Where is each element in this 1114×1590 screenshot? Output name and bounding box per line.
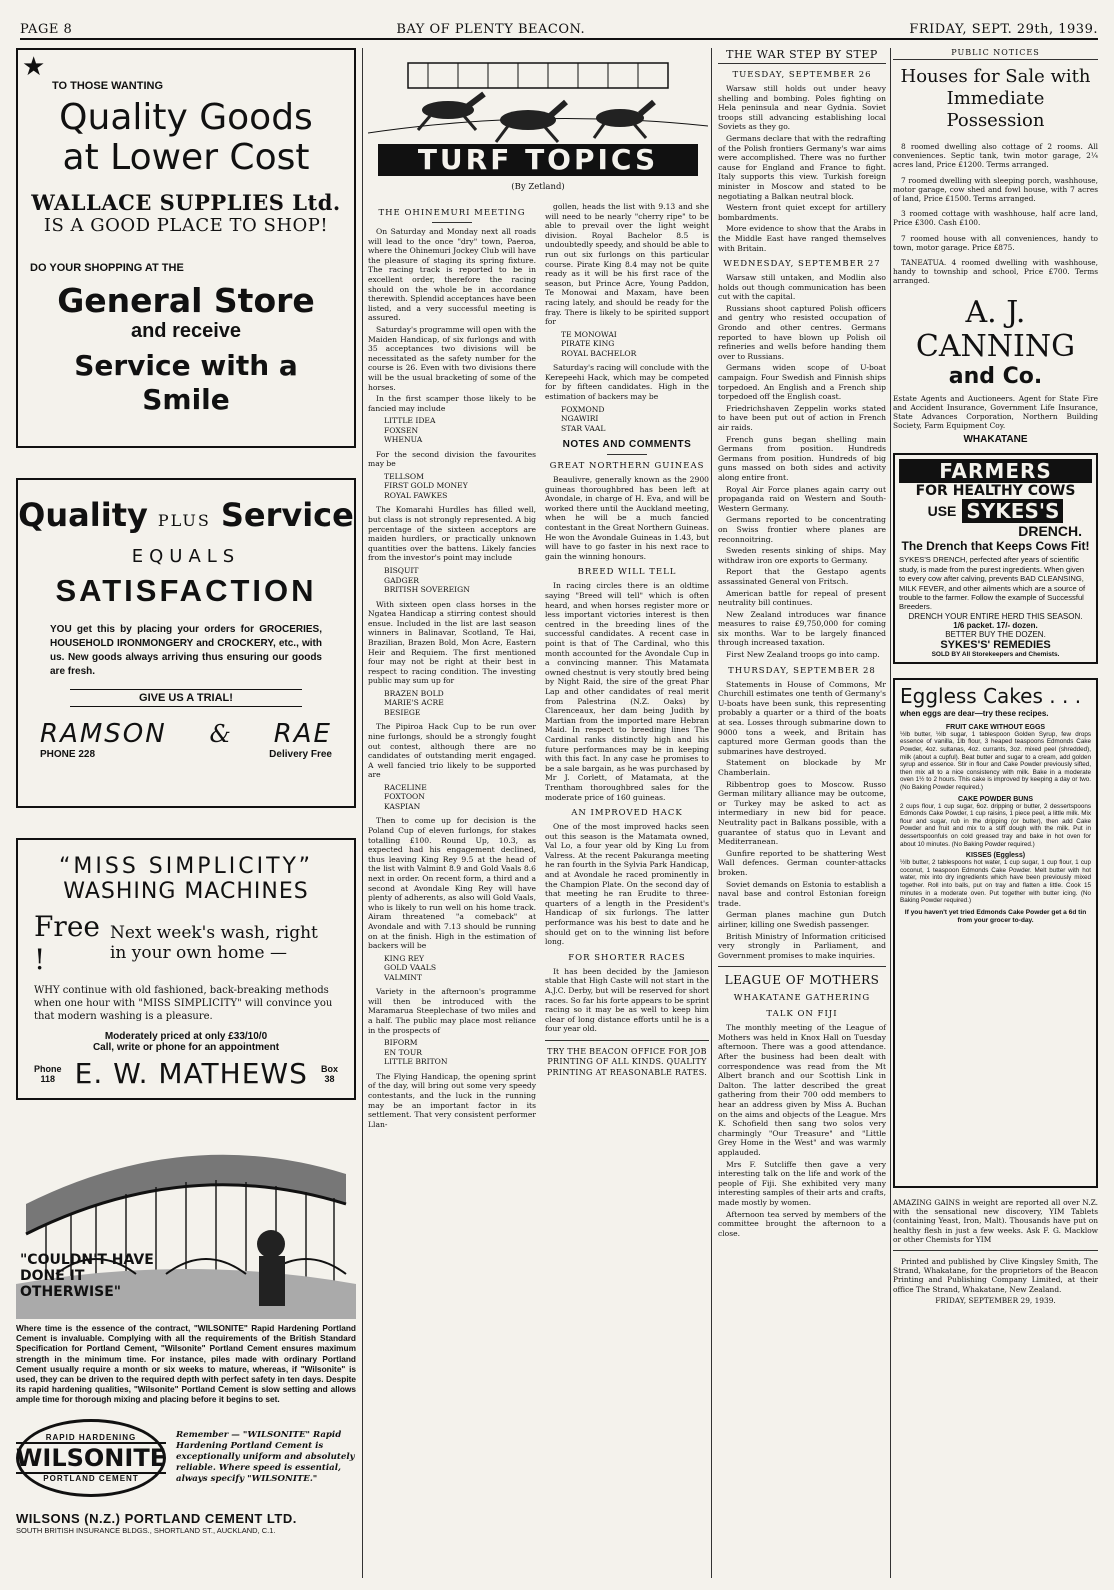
byline: (By Zetland) <box>511 182 565 192</box>
horse-name: BESIEGE <box>384 707 421 717</box>
column-rule <box>362 48 363 1578</box>
wilsonite-ad <box>16 1134 356 1574</box>
ad-text: Next week's wash, right in your own home — <box>109 923 318 963</box>
horse-name: BRAZEN BOLD <box>384 688 444 698</box>
masthead <box>20 22 1098 40</box>
article-heading: THE OHINEMURI MEETING <box>378 208 526 218</box>
article-paragraph: First New Zealand troops go into camp. <box>726 650 880 660</box>
ad-headline: WASHING MACHINES <box>63 879 309 904</box>
ad-text: Delivery Free <box>269 749 332 760</box>
article-paragraph: More evidence to show that the Arabs in the Middle East have ranged themselves with Britain. <box>718 224 886 253</box>
ad-kicker: TO THOSE WANTING <box>52 80 164 92</box>
article-paragraph: French guns began shelling main Germans from position. Hundreds Germans from position. Hundreds of big guns massed on both sides and activity along entire front. <box>718 434 886 482</box>
horse-name: FOXMOND <box>561 404 605 414</box>
ad-headline: SATISFACTION <box>55 573 317 608</box>
article-heading: BREED WILL TELL <box>577 567 677 578</box>
horse-name: PIRATE KING <box>561 339 615 349</box>
horse-name: ROYAL FAWKES <box>384 490 448 500</box>
page-number: PAGE 8 <box>20 22 73 37</box>
box-number: 38 <box>324 1073 335 1084</box>
article-paragraph: Warsaw still holds out under heavy shelling and bombing. Poles fighting on Hela peninsula and near Gydnia. Soviet troops still advancing establishing local Soviets as they go. <box>718 84 886 132</box>
article-paragraph: Beaulivre, generally known as the 2900 guineas thoroughbred has been left at Avondale, in charge of H. Eva, and will be worked there until the Auckland meeting, when he will be a much fancied contestant in the Great Northern Guineas. He won the Avondale Guineas in 1.43, but will have to go faster in his next race to gain the winning honours. <box>545 475 709 561</box>
war-column <box>716 48 888 1578</box>
article-paragraph: The Pipiroa Hack Cup to be run over nine furlongs, should be a strongly fought out contest, although there are no candidates of outstanding merit engaged. A well fancied trio likely to be supported are <box>368 722 536 780</box>
ad-body: SYKES'S DRENCH, perfected after years of scientific study, is made from the purest ingredients. When given to every cow after calving, prevents BAD CLEANSING, MILK FEVER, and other ailments which are a source of trouble to the farmer. Follow the example of Successful Breeders. <box>899 555 1086 612</box>
brand-name: SYKES'S <box>962 499 1063 523</box>
ad-headline: General Store <box>57 281 315 320</box>
article-paragraph: Ribbentrop goes to Moscow. Russo German military alliance may be outcome, or Turkey may be asked to act as intermediary in new bid for peace. Neutrality pact in Balkans possible, with a guarantee of status quo in Levant and Mediterranean. <box>718 779 886 847</box>
horse-list <box>384 954 536 983</box>
horse-name: LITTLE BRITON <box>384 1057 448 1067</box>
ad-headline: Quality <box>18 496 148 534</box>
article-paragraph: Statements in House of Commons, Mr Churchill estimates one tenth of Germany's U-boats have been sunk, this representing probably a quarter or a third of the boats at sea. Losses through submarine down to 9000 tons a week, and Britain has captured more German goods than the submarines have destroyed. <box>718 679 886 756</box>
ad-text: DRENCH YOUR ENTIRE HERD THIS SEASON. <box>908 611 1083 621</box>
horse-list <box>384 1038 536 1067</box>
horse-list <box>384 416 536 445</box>
ad-headline: Quality Goods <box>59 97 313 138</box>
ad-text: USE <box>927 503 957 520</box>
article-heading: WHAKATANE GATHERING <box>733 993 871 1004</box>
horse-name: VALMINT <box>384 972 422 982</box>
horse-name: STAR VAAL <box>561 423 606 433</box>
ad-kicker: DO YOUR SHOPPING AT THE <box>30 262 184 274</box>
article-heading: WEDNESDAY, SEPTEMBER 27 <box>723 259 881 270</box>
company-name: WALLACE SUPPLIES Ltd. <box>31 190 341 215</box>
horse-name: KASPIAN <box>384 801 421 811</box>
article-paragraph: Report that the Gestapo agents assassinated General von Fritsch. <box>718 567 886 586</box>
article-paragraph: Soviet demands on Estonia to establish a naval base and control Estonian foreign trade. <box>718 879 886 908</box>
article-paragraph: German planes machine gun Dutch airliner, killing one Swedish passenger. <box>718 910 886 929</box>
article-paragraph: Mrs F. Sutcliffe then gave a very interesting talk on the life and work of the people of Fiji. She exhibited very many interesting samples of their arts and crafts, made mostly by women. <box>718 1159 886 1207</box>
article-paragraph: Saturday's programme will open with the Maiden Handicap, of six furlongs and with 35 acceptances two divisions will be necessitated as the safety number for the course is 26. Even with two divisions there will be the usual bracketing of some of the horses. <box>368 324 536 392</box>
miss-simplicity-ad <box>16 838 356 1100</box>
edmonds-eggless-ad <box>893 678 1098 1188</box>
company-name: WILSONS (N.Z.) PORTLAND CEMENT LTD. <box>16 1510 297 1526</box>
horse-name: FIRST GOLD MONEY <box>384 481 468 491</box>
article-paragraph: Variety in the afternoon's programme will then be introduced with the Maramarua Steeplechase of two miles and a half. The public may place most reliance in the prospects of <box>368 987 536 1035</box>
horse-name: GADGER <box>384 575 419 585</box>
recipe-text: 2 cups flour, 1 cup sugar, 6oz. dripping or butter, 2 dessertspoons Edmonds Cake Powder, 1 cup raisins, 1 piece peel, a little milk. Mix flour and sugar, rub in the dripping (or butter), then add Cake Powder and fruit and mix to a stiff dough with the milk. Put in dessertspoonfuls on cold greased tray and bake in hot oven for about 10 minutes. (No Baking Powder required.) <box>900 802 1091 848</box>
section-heading: PUBLIC NOTICES <box>893 48 1098 60</box>
article-paragraph: Royal Air Force planes again carry out propaganda raid on Western and South-Western Germany. <box>718 484 886 513</box>
ad-headline: DRENCH. <box>1018 523 1082 540</box>
article-heading: TALK ON FIJI <box>766 1009 838 1020</box>
listing-text: 7 roomed dwelling with sleeping porch, washhouse, motor garage, cow shed and fowl house, with 7 acres of land, Price £1500. Terms arranged. <box>893 175 1098 204</box>
horse-name: GOLD VAALS <box>384 963 437 973</box>
ad-caption: "COULDN'T HAVE DONE IT OTHERWISE" <box>20 1252 154 1300</box>
horse-list <box>384 472 536 501</box>
ad-headline: Houses for Sale with Immediate Possession <box>900 66 1091 131</box>
section-banner: TURF TOPICS <box>417 143 659 176</box>
recipe-text: ½lb butter, ½lb sugar, 1 tablespoon Golden Syrup, few drops essence of vanilla, 1lb flour, 3 heaped teaspoons Edmonds Cake Powder, 4oz. sultanas, 4oz. currants, 3oz. mixed peel (shredded), milk (about a cupful). Beat butter and sugar to a cream, add golden syrup and essence. Stir in flour and Cake Powder previously sifted, then mix all to a nice consistency with milk. Bake in a moderate oven 1½ to 2 hours. This cake is improved by keeping a day or two. (No Baking Powder required.) <box>900 730 1091 792</box>
section-heading: NOTES AND COMMENTS <box>562 439 692 451</box>
listing-text: 8 roomed dwelling also cottage of 2 rooms. All conveniences. Septic tank, twin motor garage, 2¼ acres land, Price £1200. Terms arranged. <box>893 142 1098 170</box>
ad-headline: “MISS SIMPLICITY” <box>59 854 313 879</box>
ad-price: 1/6 packet. 17/- dozen. <box>953 620 1038 630</box>
ad-text: Call, write or phone for an appointment <box>92 1042 280 1053</box>
wallace-supplies-ad <box>16 48 356 448</box>
star-icon: ★ <box>22 52 46 82</box>
ad-text: SOLD BY All Storekeepers and Chemists. <box>931 650 1060 658</box>
horse-name: ROYAL BACHELOR <box>561 348 637 358</box>
article-paragraph: In the first scamper those likely to be fancied may include <box>368 394 536 413</box>
left-ads-column <box>16 48 356 1578</box>
ad-callout: GIVE US A TRIAL! <box>70 689 302 707</box>
yim-tablets-ad: AMAZING GAINS in weight are reported all over N.Z. with the sensational new discovery, YIM Tablets (containing Yeast, Iron, Malt). Thousands have put on healthy flesh in just a few weeks. Ask F. G. Macklow or other Chemists for YIM <box>893 1197 1098 1244</box>
ad-headline: PLUS <box>157 511 211 530</box>
ad-headline: Service with a Smile <box>74 349 298 416</box>
horse-list <box>384 689 536 718</box>
ad-headline: FOR HEALTHY COWS <box>915 483 1076 500</box>
sykes-drench-ad <box>893 453 1098 663</box>
listing-text: TANEATUA. 4 roomed dwelling with washhouse, handy to township and school, Price £700. Terms arranged. <box>893 258 1098 286</box>
ad-headline: at Lower Cost <box>62 137 310 178</box>
article-paragraph: The Flying Handicap, the opening sprint of the day, will bring out some very speedy contestants, and the luck in the running may be an important factor in its settlement. That very consistent performer Llan- <box>368 1071 536 1129</box>
company-name: E. W. MATHEWS <box>74 1057 308 1090</box>
listing-text: 7 roomed house with all conveniences, handy to town, motor garage. Price £875. <box>893 233 1098 252</box>
company-name: RAE <box>273 719 332 749</box>
article-paragraph: The monthly meeting of the League of Mothers was held in Knox Hall on Tuesday afternoon. There was a good attendance. After the business had been dealt with correspondence was read from the Mt Albert branch and our Scottish Link in Dalton. The latter described the great gathering from their 700 odd members to hear an address given by Miss A. Buchan on the aims and objects of the League. Mrs K. Schofield then sang two solos very charmingly "Our Treasure" and "Little Grey Home in the West" and was warmly applauded. <box>718 1023 886 1157</box>
article-paragraph: Germans reported to be concentrating on Swiss frontier where planes are reconnoitring. <box>718 515 886 544</box>
ad-location: WHAKATANE <box>963 434 1028 446</box>
company-name: & <box>209 720 231 748</box>
recipe-title: KISSES (Eggless) <box>965 852 1026 860</box>
paper-title: BAY OF PLENTY BEACON. <box>396 22 586 37</box>
article-title: LEAGUE OF MOTHERS <box>724 973 880 988</box>
article-paragraph: New Zealand introduces war finance measures to raise £9,750,000 for coming six months. War to be largely financed through increased taxation. <box>718 609 886 648</box>
article-paragraph: American battle for repeal of present neutrality bill continues. <box>718 588 886 608</box>
horse-name: TELLSOM <box>384 471 424 481</box>
ad-headline: Eggless Cakes . . . <box>900 683 1082 708</box>
turf-column-1 <box>368 202 540 1578</box>
ad-headline: FARMERS <box>899 459 1092 483</box>
column-rule <box>890 48 891 1578</box>
horse-list <box>384 783 536 812</box>
horse-name: EN TOUR <box>384 1047 423 1057</box>
horse-name: KING REY <box>384 953 425 963</box>
company-name: RAMSON <box>40 719 167 749</box>
imprint-date: FRIDAY, SEPTEMBER 29, 1939. <box>935 1295 1056 1305</box>
seal-text: PORTLAND CEMENT <box>43 1473 139 1483</box>
article-paragraph: gollen, heads the list with 9.13 and she will need to be nearly "cherry ripe" to be able to prevail over the light weight division. Royal Bachelor 8.5 is undoubtedly speedy, and should be able to run out six furlongs on this particular course. Pirate King 8.4 may not be quite ready as it will be his first race of the season, but Prince Acre, Young Paddon, Te Monowai and Maxam, have been racing lately, and should be ready for the fray. There is likely to be spirited support for <box>545 202 709 327</box>
ad-body: Where time is the essence of the contract, "WILSONITE" Rapid Hardening Portland Cement is invaluable. Complying with all the requirements of the British Standard Specification for Portland Cement, "Wilsonite" Portland Cement ensures maximum strength in the minimum time. For instance, piles made with ordinary Portland Cement usually require a month or six weeks to mature, whereas, if "Wilsonite" is used, they can be driven to the required depth with perfect safety in ten days. Despite its rapid hardening qualities, "Wilsonite" Portland Cement is slow setting and allows ample time for thorough mixing and placing before it begins to set. <box>16 1323 356 1405</box>
ad-text: BETTER BUY THE DOZEN. <box>945 629 1046 639</box>
company-name: A. J. CANNING <box>915 294 1076 364</box>
ad-tagline: IS A GOOD PLACE TO SHOP! <box>43 215 329 236</box>
article-paragraph: For the second division the favourites may be <box>368 449 536 469</box>
right-column <box>893 48 1098 1578</box>
company-address: SOUTH BRITISH INSURANCE BLDGS., SHORTLAND ST., AUCKLAND, C.1. <box>16 1525 276 1535</box>
article-paragraph: It has been decided by the Jamieson stable that High Caste will not start in the A.J.C. Derby, but will be reserved for short races. So far his forte appears to be sprint racing so it may be as well to keep him clear of long distance efforts until he is a four year old. <box>545 966 709 1034</box>
article-heading: FOR SHORTER RACES <box>568 952 686 963</box>
recipe-title: FRUIT CAKE WITHOUT EGGS <box>945 723 1046 731</box>
recipe-title: CAKE POWDER BUNS <box>957 795 1034 803</box>
issue-date: FRIDAY, SEPT. 29th, 1939. <box>909 22 1098 37</box>
horse-name: RACELINE <box>384 782 427 792</box>
article-paragraph: Warsaw still untaken, and Modlin also holds out though communication has been cut with the capital. <box>718 273 886 302</box>
listing-text: 3 roomed cottage with washhouse, half acre land, Price £300. Cash £100. <box>893 209 1098 228</box>
article-paragraph: Sweden resents sinking of ships. May withdraw iron ore exports to Germany. <box>718 546 886 565</box>
article-heading: TUESDAY, SEPTEMBER 26 <box>732 70 872 80</box>
article-paragraph: On Saturday and Monday next all roads will lead to the once "dry" town, Paeroa, where the Ohinemuri Jockey Club will have the pleasure of staging its spring fixture. The racing track is reported to be in excellent order, therefore the racing should on the whole be in accordance therewith. Splendid acceptances have been listed, and a very successful meeting is assured. <box>368 227 536 323</box>
horse-list <box>561 330 709 359</box>
ad-headline: Free ! <box>34 910 100 976</box>
phone-number: 118 <box>40 1073 56 1084</box>
article-paragraph: Western front quiet except for artillery bombardments. <box>718 203 886 222</box>
ad-body: Estate Agents and Auctioneers. Agent for State Fire and Accident Insurance, Government Life Insurance, State Advances Corporation, Northern Building Society, Farm Equipment Coy. <box>893 393 1098 431</box>
article-paragraph: In racing circles there is an oldtime saying "Breed will tell" which is often heard, and when horses register more or less important victories interest is then centred in the breeding lines of the successful candidates. A recent case in point is that of The Cardinal, who this month accounted for the Avondale Cup in a convincing manner. This Matamata owned chestnut is very stoutly bred being by Night Raid, the sire of the great Phar Lap and other candidates of real merit from Palestrina (N.Z. Oaks) by Clarenceaux, her dam being Judith by Martian from the imported mare Hebran Maid. In respect to breeding lines The Cardinal ranks distinctly high and his future performances may be in keeping with this fact. In any case he promises to be a sale bargain, as he was purchased by Mr J. Corlett, of Matamata, at the Trentham thoroughbred sales for the moderate price of 160 guineas. <box>545 581 709 802</box>
horse-name: BISQUIT <box>384 566 419 576</box>
article-paragraph: British Ministry of Information criticised very strongly in Parliament, and Government promises to make inquiries. <box>718 931 886 960</box>
article-paragraph: Friedrichshaven Zeppelin works stated to have been put out of action in French air raids. <box>718 403 886 432</box>
ad-body: WHY continue with old fashioned, back-breaking methods when one hour with "MISS SIMPLICITY" will convince you that modern washing is a pleasure. <box>34 985 333 1022</box>
article-paragraph: Russians shoot captured Polish officers and gentry who resisted occupation of Grondo and other centres. Germans reported to have blown up Polish oil refineries and wells before handing them over to Russians. <box>718 303 886 361</box>
seal-text: WILSONITE <box>16 1443 167 1472</box>
recipe-text: ½lb butter, 2 tablespoons hot water, 1 cup sugar, 1 cup flour, 1 cup coconut, 1 teaspoon Edmonds Cake Powder. Melt butter with hot water, mix into dry ingredients which have been previously mixed together. Roll into balls, put on tray and flatten a little. Cook 15 minutes in a moderate oven. Put together with butter icing. (No Baking Powder required.) <box>900 859 1091 905</box>
horse-name: WHENUA <box>384 435 423 445</box>
ad-text: EQUALS <box>131 546 241 567</box>
article-paragraph: Statement on blockade by Mr Chamberlain. <box>718 758 886 777</box>
phone-number: PHONE 228 <box>40 749 96 760</box>
article-paragraph: Gunfire reported to be shattering West Wall defences. German counter-attacks broken. <box>718 848 886 877</box>
article-paragraph: Germans widen scope of U-boat campaign. Four Swedish and Finnish ships torpedoed. An English and a French ship torpedoed off the English coast. <box>718 363 886 402</box>
article-paragraph: Afternoon tea served by members of the committee brought the afternoon to a close. <box>718 1209 886 1238</box>
horse-list <box>384 566 536 595</box>
ad-headline: The Drench that Keeps Cows Fit! <box>901 539 1090 554</box>
column-rule <box>711 48 712 1578</box>
imprint: Printed and published by Clive Kingsley Smith, The Strand, Whakatane, for the proprietors of the Beacon Printing and Publishing Company Limited, at their office The Strand, Whakatane, New Zealand. <box>893 1256 1098 1294</box>
article-paragraph: With sixteen open class horses in the Ngatea Handicap a stirring contest should ensue. Included in the list are last season winners in Balinavar, Scotland, Te Hai, Brazilian, Brazen Bold, Mon Acre, Eastern Heir and Requiem. The first mentioned four may not be right at their best in respect to racing condition. The investing public may sum up for <box>368 599 536 686</box>
seal-text: RAPID HARDENING <box>45 1432 137 1442</box>
turf-topics-banner <box>368 48 708 198</box>
horse-name: MARIE'S ACRE <box>384 698 444 708</box>
horse-name: NGAWIRI <box>561 414 599 424</box>
ad-text: Remember — "WILSONITE" Rapid Hardening Portland Cement is exceptionally uniform and absolutely reliable. Where speed is essential, always specify "WILSONITE." <box>176 1430 355 1485</box>
article-heading: AN IMPROVED HACK <box>571 808 683 819</box>
ad-price: Moderately priced at only £33/10/0 <box>104 1031 268 1042</box>
ad-text: when eggs are dear—try these recipes. <box>900 708 1049 718</box>
horse-name: BRITISH SOVEREIGN <box>384 585 470 595</box>
ad-text: and receive <box>130 320 242 342</box>
horse-name: FOXSEN <box>384 425 419 435</box>
ad-text: If you haven't yet tried Edmonds Cake Powder get a 6d tin from your grocer to-day. <box>904 908 1087 924</box>
article-paragraph: Germans declare that with the redrafting of the Polish frontiers Germany's war aims were accomplished. There was no further cause for England and France to fight. Italy supports this view. Turkish foreign minister in Moscow and stated to be negotiating a Balkan neutral block. <box>718 133 886 201</box>
horse-name: LITTLE IDEA <box>384 416 436 426</box>
ad-headline: Service <box>220 496 354 534</box>
article-paragraph: Saturday's racing will conclude with the Kerepeehi Hack, which may be competed for by fifteen candidates. High in the estimation of backers may be <box>545 363 709 401</box>
box-label: Box <box>320 1063 338 1074</box>
article-heading: THURSDAY, SEPTEMBER 28 <box>728 665 876 676</box>
phone-label: Phone <box>34 1063 62 1074</box>
article-heading: GREAT NORTHERN GUINEAS <box>549 461 705 472</box>
article-paragraph: Then to come up for decision is the Poland Cup of eleven furlongs, for stakes totalling £100. Round Up, 10.3, as expected had his engagement declined, thus leaving King Rey 9.5 at the head of the list with Valmint 8.9 and Gold Vaals 8.6 next in order. On recent form, a third and a second at Avondale King Rey will have plenty of adherents, as also will Gold Vaals, who is likely to run well on his home track. Airam threatened "a comeback" at Avondale and with 7.13 should be running on at the finish. High in the estimation of backers will be <box>368 816 536 951</box>
brand-name: SYKES'S' REMEDIES <box>940 638 1051 651</box>
beacon-printing-ad: TRY THE BEACON OFFICE FOR JOB PRINTING OF ALL KINDS. QUALITY PRINTING AT REASONABLE RATES. <box>546 1046 708 1077</box>
ad-body: YOU get this by placing your orders for GROCERIES, HOUSEHOLD IRONMONGERY and CROCKERY, etc., with us. New goods always arriving thus ensuring our goods are fresh. <box>50 624 322 677</box>
company-name: and Co. <box>948 363 1043 389</box>
article-title: THE WAR STEP BY STEP <box>718 48 886 64</box>
horse-name: TE MONOWAI <box>561 329 617 339</box>
horse-list <box>561 405 709 434</box>
horse-name: FOXTOON <box>384 792 425 802</box>
ramson-rae-ad <box>16 478 356 808</box>
turf-column-2 <box>541 202 709 1578</box>
article-paragraph: The Komarahi Hurdles has filled well, but class is not strongly represented. A big percentage of the sixteen acceptors are maiden hurdlers, or practically unknown quantities over the battens. Likely fancies from the investor's point may include <box>368 505 536 563</box>
article-paragraph: One of the most improved hacks seen out this season is the Matamata owned, Val Lo, a four year old by King Lu from Valress. At the recent Pakuranga meeting he ran fourth in the Sylvia Park Handicap, and at Avondale he raced prominently in the Champion Plate. On the second day of that meeting he ran Erudite to three-quarters of a length in the President's Handicap of six furlongs. The latter performance was his best to date and he should get on to the winning list before long. <box>545 822 709 947</box>
horse-name: BIFORM <box>384 1038 418 1048</box>
wilsonite-seal <box>16 1419 166 1497</box>
